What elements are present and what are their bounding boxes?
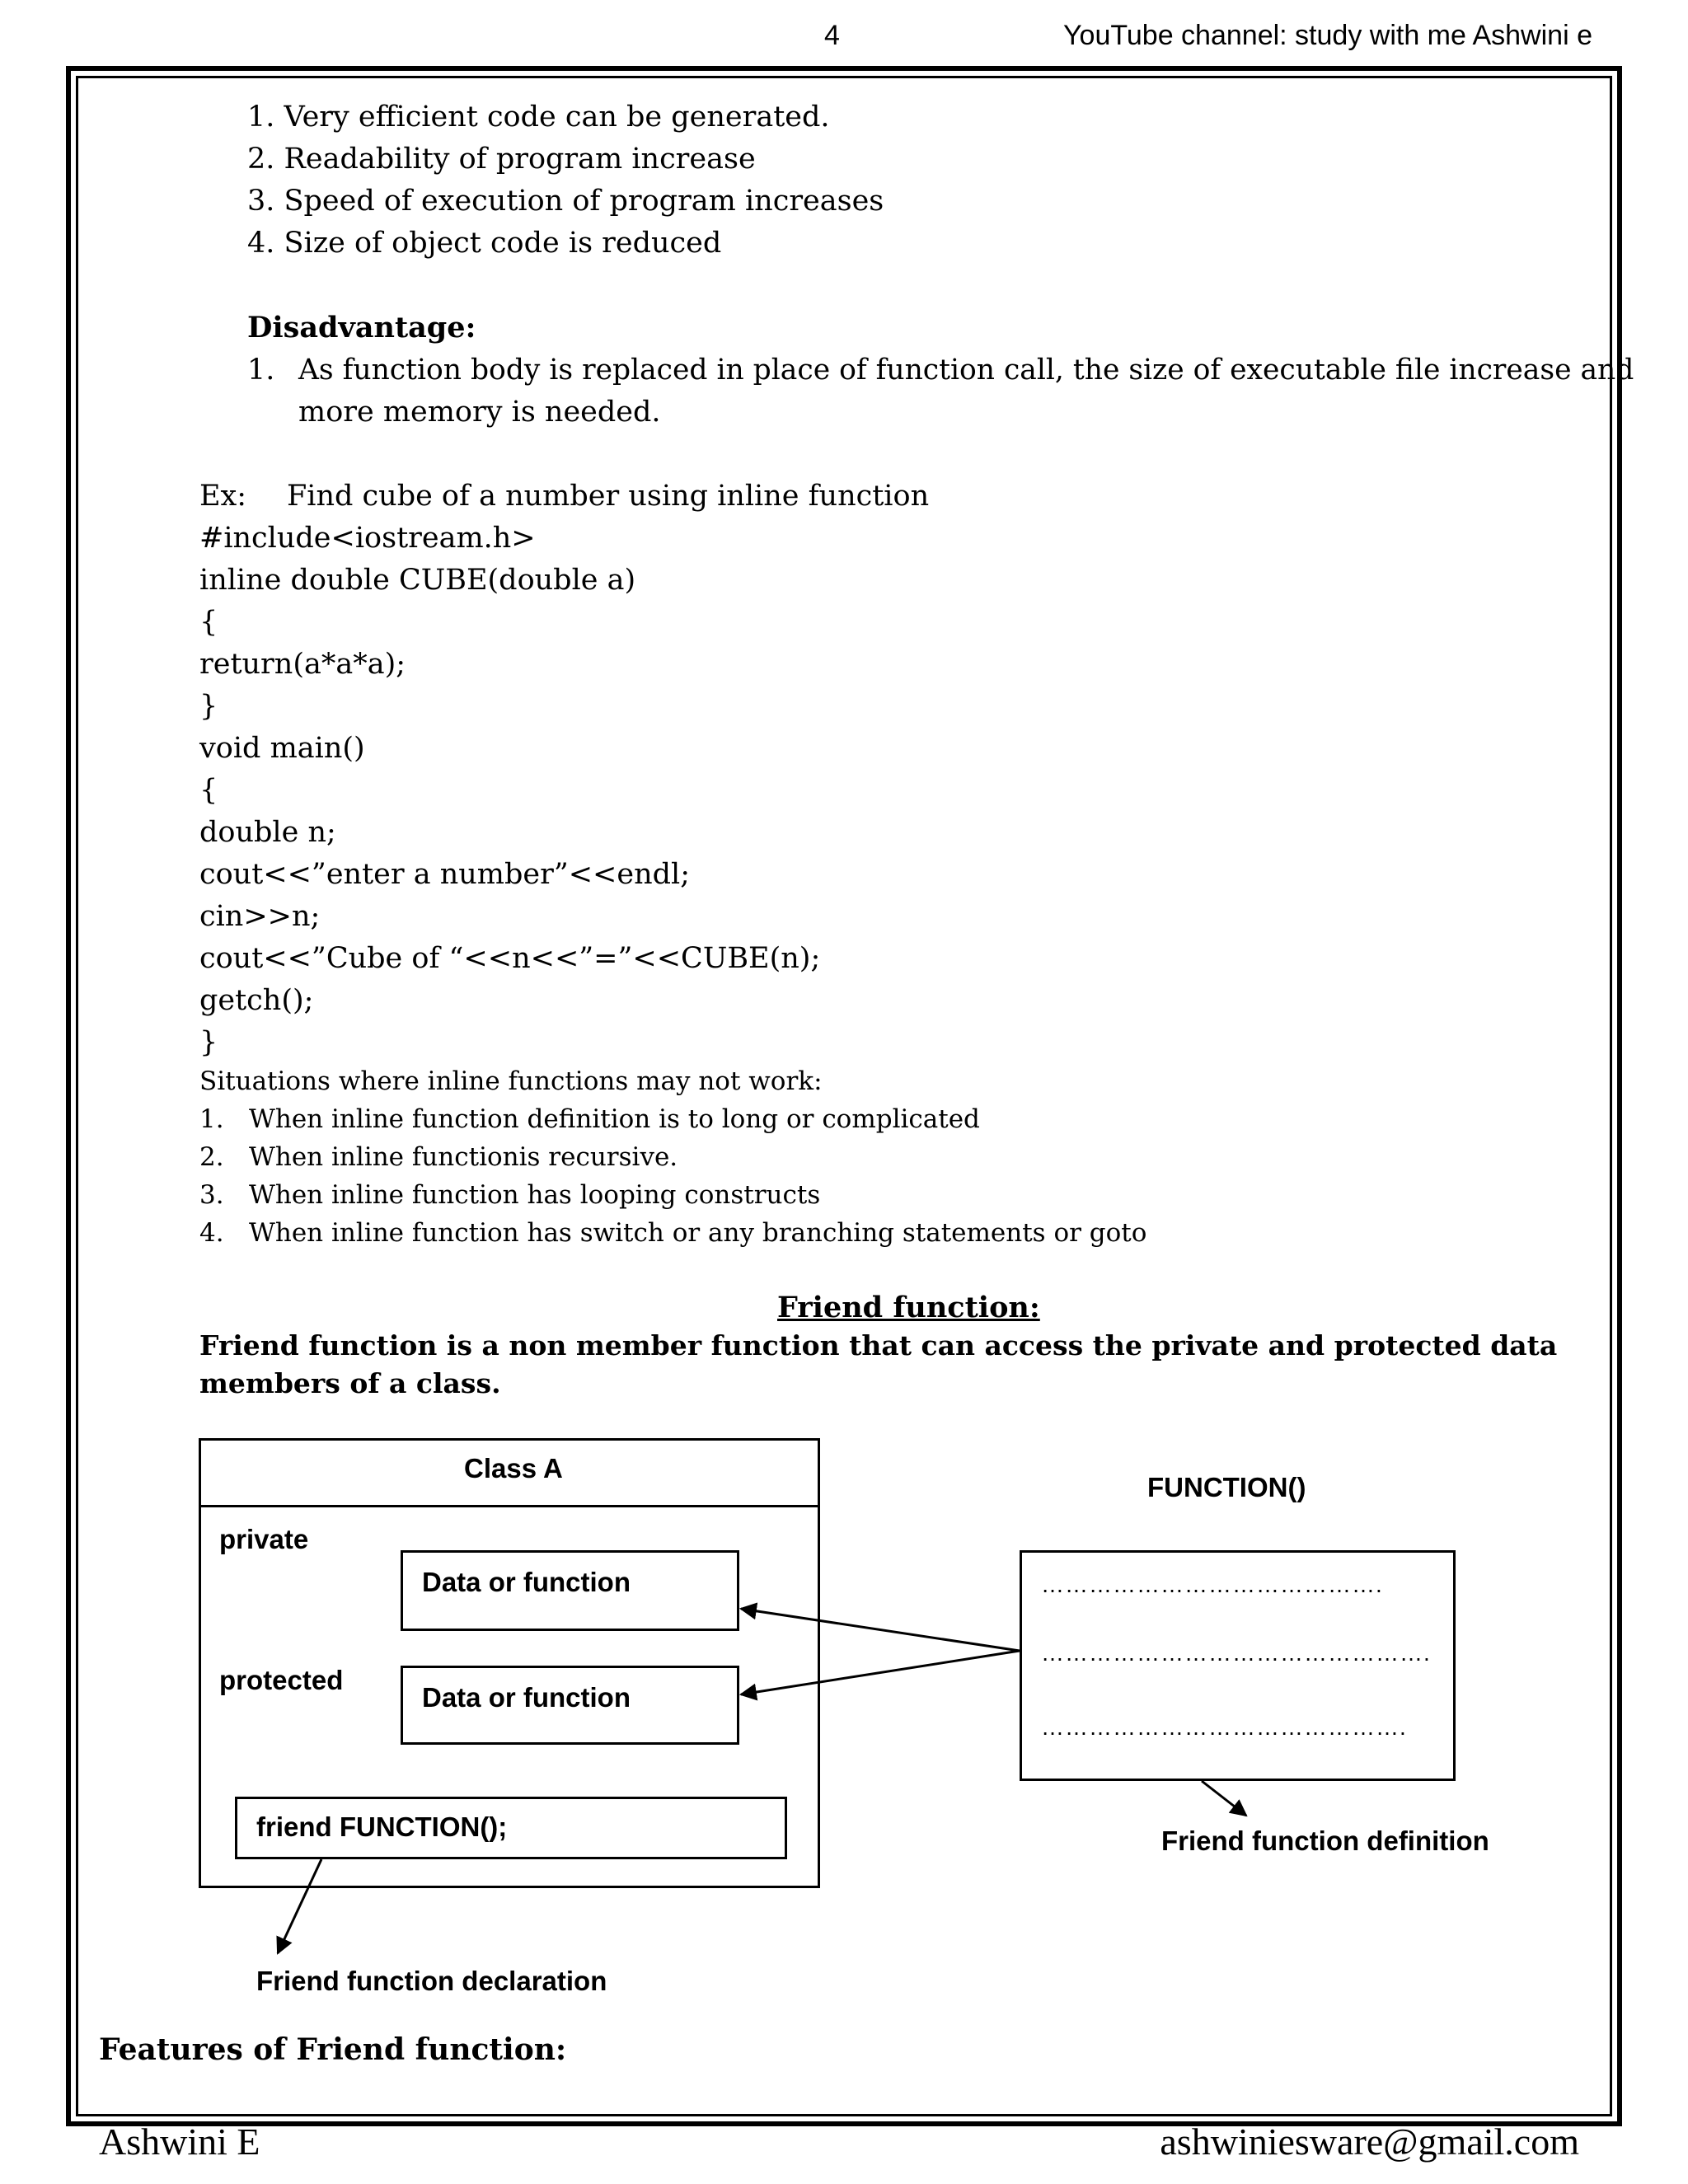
- situation-text: When inline function has looping constructs: [249, 1180, 821, 1210]
- code-line: #include<iostream.h>: [199, 522, 536, 555]
- arrow-to-private-member: [741, 1609, 1020, 1651]
- example-title: Find cube of a number using inline function: [287, 480, 930, 513]
- page-number: 4: [824, 20, 840, 51]
- code-line: }: [199, 690, 218, 723]
- advantage-item: 2. Readability of program increase: [247, 143, 756, 176]
- disadvantage-item-number: 1.: [247, 354, 275, 387]
- friend-definition-line2: members of a class.: [199, 1367, 501, 1399]
- declaration-caption: Friend function declaration: [256, 1966, 607, 1996]
- friend-declaration-label: friend FUNCTION();: [256, 1811, 508, 1842]
- features-heading: Features of Friend function:: [99, 2032, 567, 2067]
- situation-number: 3.: [199, 1180, 224, 1210]
- disadvantage-item-line2: more memory is needed.: [298, 396, 661, 429]
- situation-number: 2.: [199, 1142, 224, 1172]
- arrow-to-definition-caption: [1202, 1781, 1246, 1816]
- class-title: Class A: [464, 1453, 563, 1483]
- private-member-label: Data or function: [422, 1567, 631, 1597]
- arrow-to-protected-member: [741, 1651, 1020, 1694]
- example-label: Ex:: [199, 480, 247, 513]
- situation-text: When inline functionis recursive.: [249, 1142, 678, 1172]
- private-label: private: [219, 1524, 309, 1554]
- code-line: return(a*a*a);: [199, 648, 406, 681]
- advantage-item: 1. Very efficient code can be generated.: [247, 101, 830, 134]
- disadvantage-heading: Disadvantage:: [247, 311, 476, 344]
- code-line: {: [199, 774, 218, 807]
- function-body-line: ……………………………………….: [1041, 1714, 1407, 1740]
- code-line: cin>>n;: [199, 900, 321, 933]
- code-line: {: [199, 606, 218, 639]
- code-line: cout<<”Cube of “<<n<<”=”<<CUBE(n);: [199, 942, 821, 975]
- situation-number: 1.: [199, 1104, 224, 1134]
- code-line: inline double CUBE(double a): [199, 564, 636, 597]
- footer-email: ashwiniesware@gmail.com: [1160, 2121, 1579, 2163]
- code-line: void main(): [199, 732, 365, 765]
- function-title: FUNCTION(): [1147, 1472, 1306, 1502]
- protected-member-label: Data or function: [422, 1682, 631, 1713]
- code-line: cout<<”enter a number”<<endl;: [199, 858, 691, 891]
- code-line: }: [199, 1026, 218, 1059]
- situation-text: When inline function has switch or any branching statements or goto: [249, 1218, 1147, 1248]
- arrow-to-declaration-caption: [278, 1859, 321, 1953]
- definition-caption: Friend function definition: [1161, 1825, 1489, 1856]
- footer-author: Ashwini E: [99, 2121, 260, 2163]
- advantage-item: 3. Speed of execution of program increases: [247, 185, 884, 218]
- code-line: double n;: [199, 816, 336, 849]
- advantage-item: 4. Size of object code is reduced: [247, 227, 722, 260]
- protected-label: protected: [219, 1665, 344, 1695]
- code-line: getch();: [199, 984, 314, 1017]
- friend-function-title: Friend function:: [777, 1291, 1040, 1324]
- disadvantage-item-line1: As function body is replaced in place of function call, the size of executable file increase and: [298, 354, 1634, 387]
- channel-header: YouTube channel: study with me Ashwini e: [1063, 20, 1592, 51]
- situation-text: When inline function definition is to long or complicated: [249, 1104, 980, 1134]
- function-body-line: ………………………………………….: [1041, 1640, 1431, 1666]
- situations-heading: Situations where inline functions may not work:: [199, 1066, 823, 1096]
- friend-definition-line1: Friend function is a non member function that can access the private and protected data: [199, 1329, 1558, 1361]
- function-body-line: …………………………………….: [1041, 1572, 1383, 1597]
- situation-number: 4.: [199, 1218, 224, 1248]
